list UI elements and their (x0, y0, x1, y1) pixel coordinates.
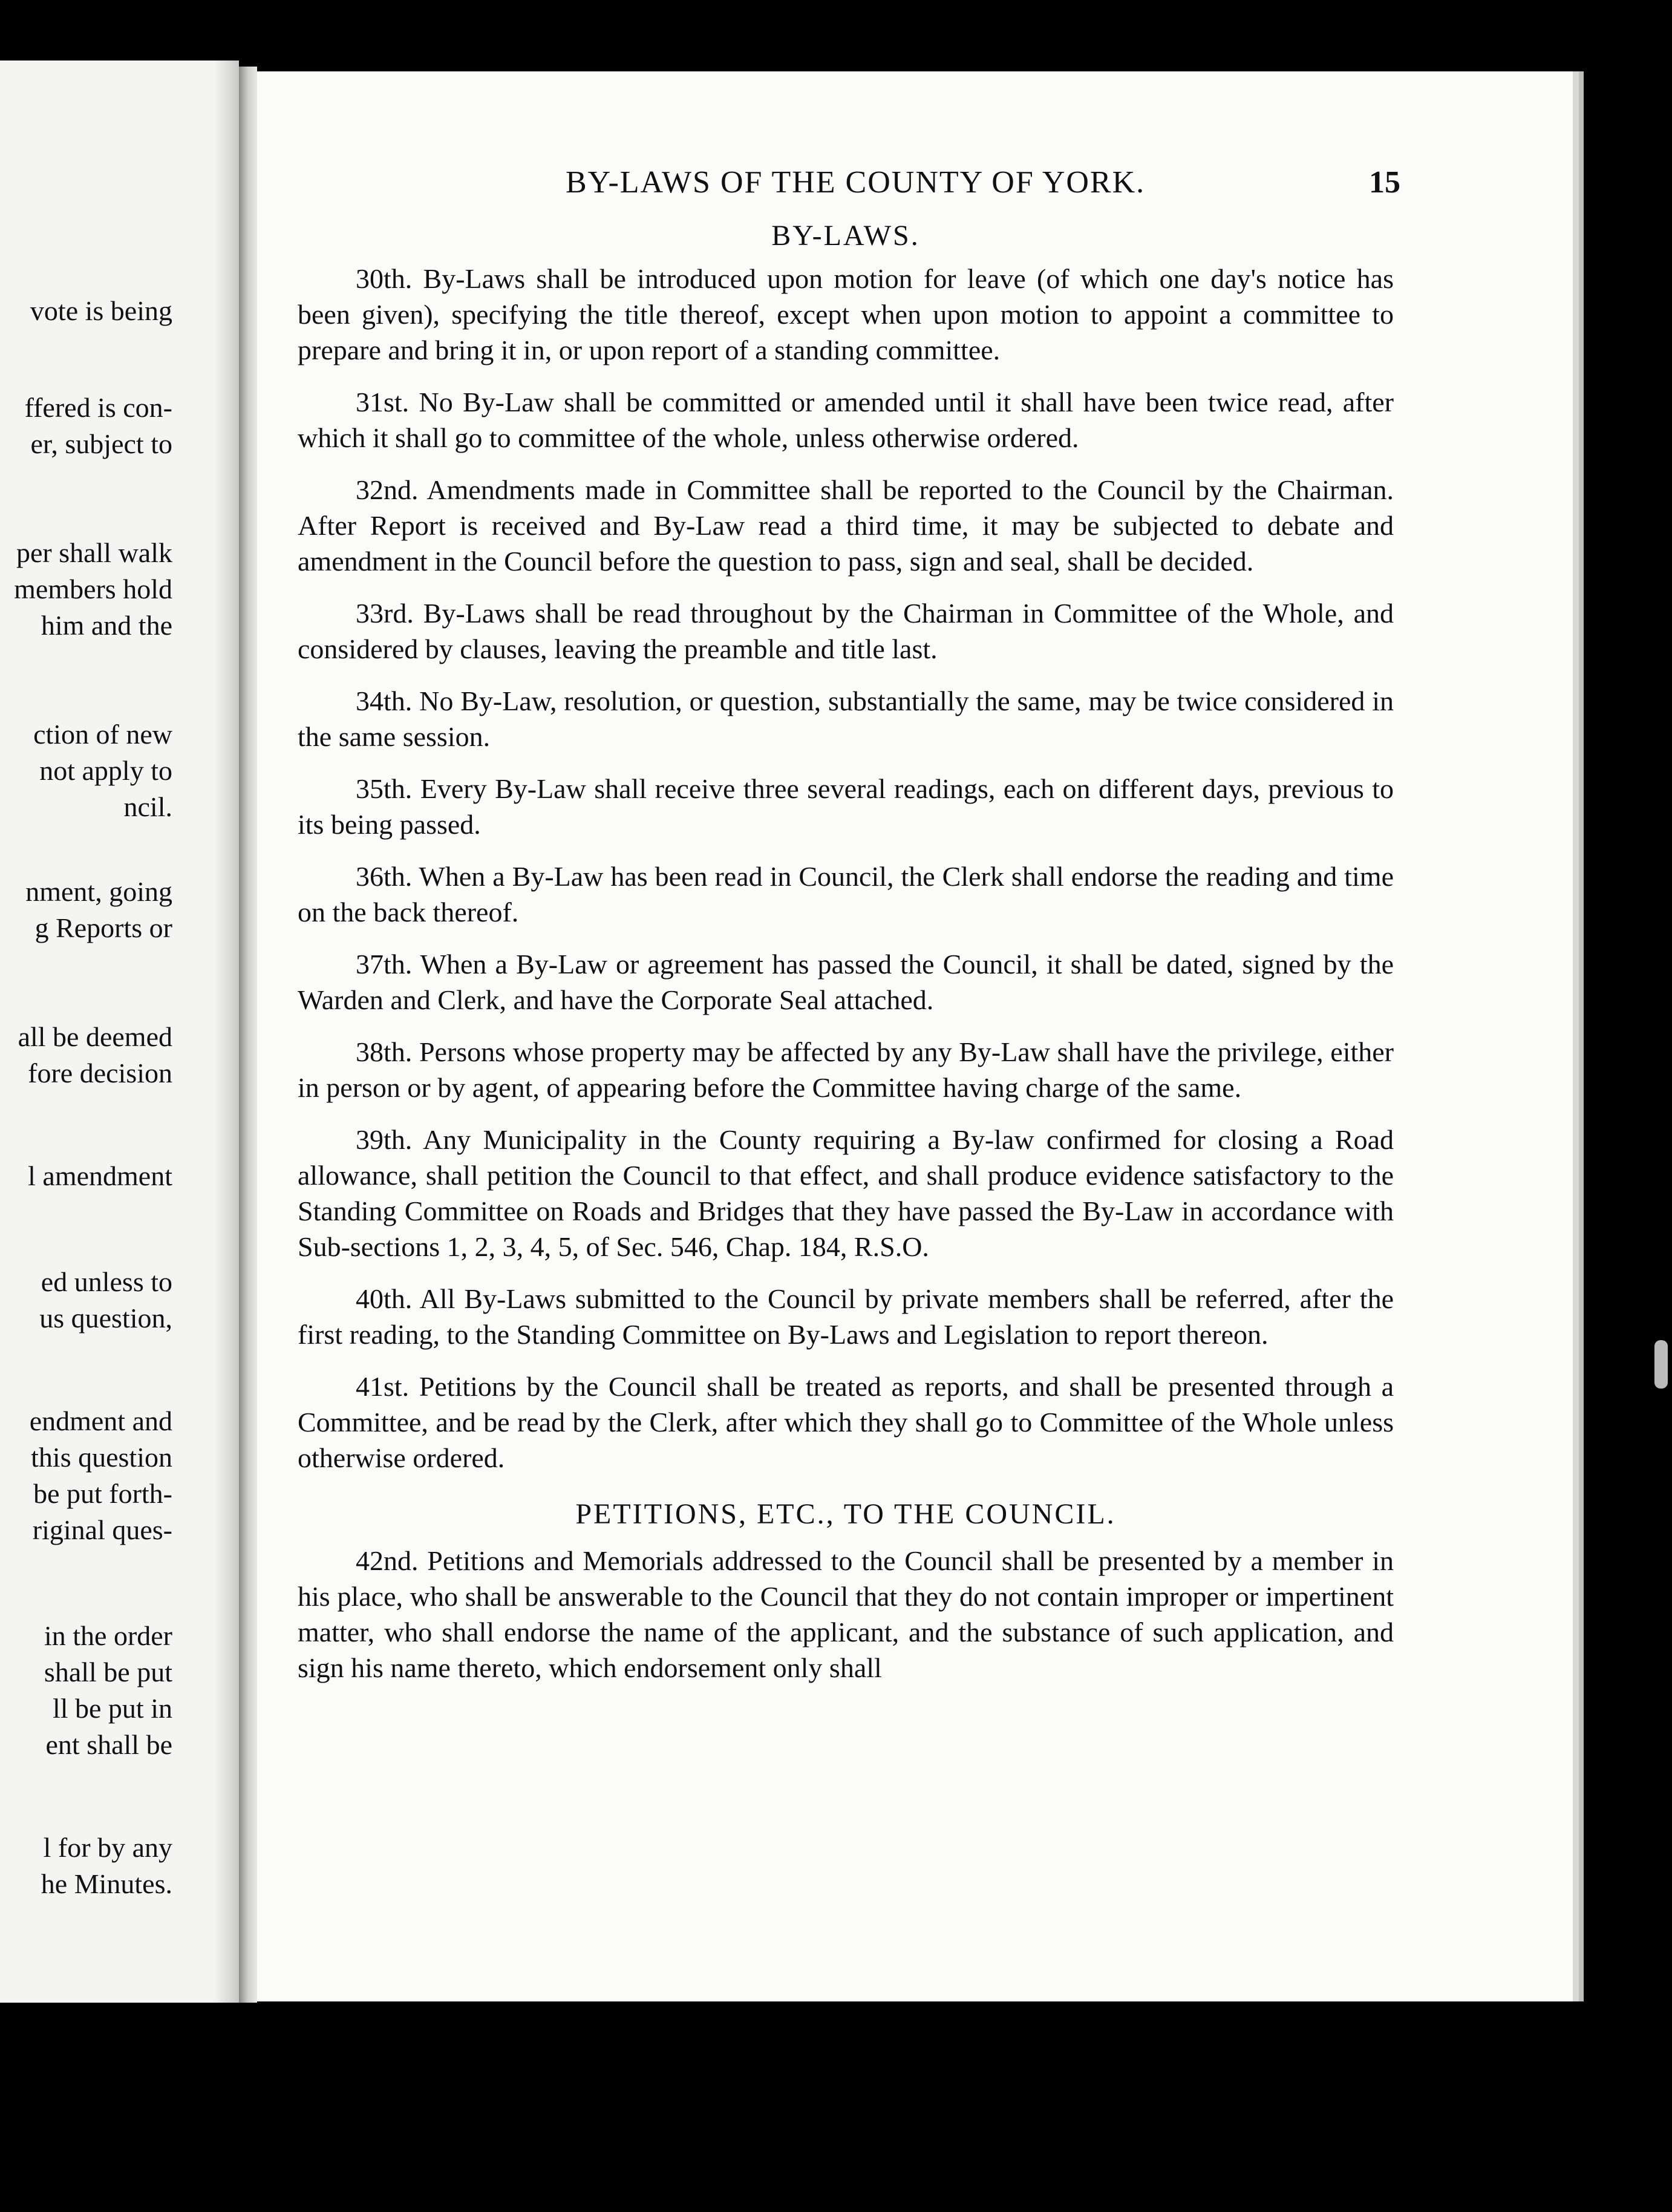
left-page-line: per shall walk (16, 537, 172, 568)
page-body (298, 218, 1394, 1702)
left-page-line: this question (31, 1442, 172, 1473)
rule-30th: 30th. By-Laws shall be introduced upon motion for leave (of which one day's notice has been given), specifying the title thereof, except when upon motion to appoint a committee to prepare and bring it in, or upon report of a standing committee. (298, 263, 1394, 365)
rule-42nd: 42nd. Petitions and Memorials addressed to the Council shall be presented by a member in his place, who shall be answerable to the Council that they do not contain improper or impertinent matter, who shall endorse the name of the applicant, and the substance of such application, and sign his name thereto, which endorsement only shall (298, 1545, 1394, 1683)
left-page-line: all be deemed (18, 1021, 172, 1052)
left-page-line: be put forth- (33, 1478, 172, 1509)
left-page-line: ent shall be (45, 1729, 172, 1760)
left-page-line: l for by any (43, 1832, 172, 1863)
left-page-line: in the order (44, 1620, 172, 1651)
rule-37th: 37th. When a By-Law or agreement has passed the Council, it shall be dated, signed by the Warden and Clerk, and have the Corporate Seal attached. (298, 949, 1394, 1015)
rule-38th: 38th. Persons whose property may be affected by any By-Law shall have the privilege, either in person or by agent, of appearing before the Committee having charge of the same. (298, 1036, 1394, 1103)
rule-31st: 31st. No By-Law shall be committed or amended until it shall have been twice read, after which it shall go to committee of the whole, unless otherwise ordered. (298, 387, 1394, 453)
left-page-line: him and the (41, 610, 172, 641)
running-title: BY-LAWS OF THE COUNTY OF YORK. (566, 165, 1146, 200)
rule-35th: 35th. Every By-Law shall receive three several readings, each on different days, previous to its being passed. (298, 773, 1394, 840)
left-page-line: ffered is con- (24, 392, 172, 423)
left-page-line: riginal ques- (32, 1514, 172, 1545)
page-header (305, 165, 1400, 207)
left-page-line: l amendment (28, 1160, 172, 1191)
section-heading-petitions: PETITIONS, ETC., TO THE COUNCIL. (575, 1498, 1116, 1530)
left-page-line: members hold (14, 574, 172, 604)
section-heading-by-laws: BY-LAWS. (771, 220, 920, 252)
left-page-line: not apply to (39, 755, 172, 786)
rule-32nd: 32nd. Amendments made in Committee shall be reported to the Council by the Chairman. After Report is received and By-Law read a third time, it may be subjected to debate and amendment in the Council before the question to pass, sign and seal, shall be decided. (298, 474, 1394, 577)
rule-40th: 40th. All By-Laws submitted to the Council by private members shall be referred, after the first reading, to the Standing Committee on By-Laws and Legislation to report thereon. (298, 1283, 1394, 1350)
left-page-line: nment, going (25, 876, 172, 907)
book-spine (239, 67, 257, 2003)
rule-41st: 41st. Petitions by the Council shall be treated as reports, and shall be presented through a Committee, and be read by the Clerk, after which they shall go to Committee of the Whole unless otherwise ordered. (298, 1371, 1394, 1473)
left-page-line: endment and (29, 1405, 172, 1436)
left-page-line: g Reports or (34, 912, 172, 943)
left-page-line: ncil. (123, 791, 172, 822)
left-page-line: er, subject to (30, 428, 172, 459)
left-page-line: shall be put (44, 1657, 172, 1687)
left-facing-page (0, 61, 239, 2003)
gutter-shadow (215, 61, 239, 2003)
left-page-line: he Minutes. (41, 1868, 172, 1899)
rule-39th: 39th. Any Municipality in the County requiring a By-law confirmed for closing a Road allowance, shall petition the Council to that effect, and shall produce evidence satisfactory to the Standing Committee on Roads and Bridges that they have passed the By-Law in accordance with Sub-sections 1, 2, 3, 4, 5, of Sec. 546, Chap. 184, R.S.O. (298, 1124, 1394, 1262)
rule-33rd: 33rd. By-Laws shall be read throughout by the Chairman in Committee of the Whole, and considered by clauses, leaving the preamble and title last. (298, 598, 1394, 664)
left-page-line: vote is being (30, 295, 172, 326)
page-number: 15 (1369, 165, 1400, 200)
left-page-line: ction of new (33, 719, 172, 750)
left-page-line: ed unless to (41, 1266, 172, 1297)
left-page-line: ll be put in (52, 1693, 172, 1724)
rule-34th: 34th. No By-Law, resolution, or question, substantially the same, may be twice considered in the same session. (298, 686, 1394, 752)
left-page-line: fore decision (28, 1058, 172, 1088)
left-page-line: us question, (39, 1303, 172, 1333)
rule-36th: 36th. When a By-Law has been read in Council, the Clerk shall endorse the reading and time on the back thereof. (298, 861, 1394, 928)
page-edge-mark (1654, 1340, 1668, 1389)
